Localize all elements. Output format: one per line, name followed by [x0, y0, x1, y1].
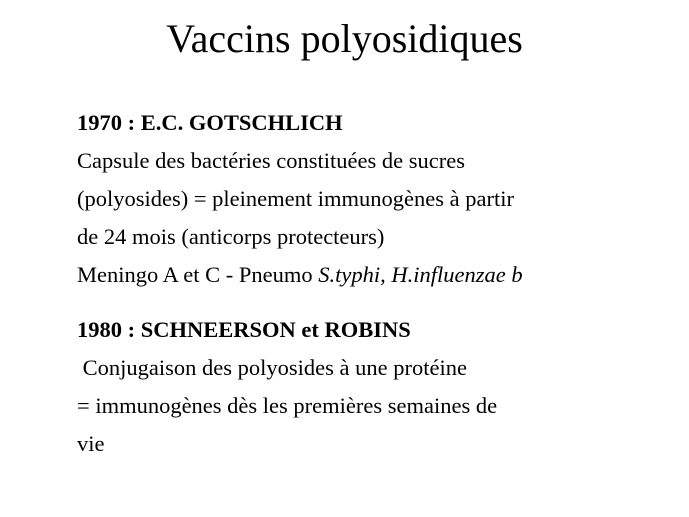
section-1-line-2: (polyosides) = pleinement immunogènes à partir	[77, 186, 514, 211]
section-2-line-3: vie	[77, 431, 105, 456]
section-1-line-4-italic: S.typhi, H.influenzae b	[318, 262, 523, 287]
section-1980-heading-1970: 1970 : E.C. GOTSCHLICH	[77, 110, 343, 135]
section-1-line-4	[77, 261, 523, 289]
section-2-heading: 1980 : SCHNEERSON et ROBINS	[77, 317, 411, 342]
section-2-line-1: Conjugaison des polyosides à une protéine	[77, 355, 467, 380]
section-1-line-3: de 24 mois (anticorps protecteurs)	[77, 224, 385, 249]
slide-title: Vaccins polyosidiques	[166, 16, 523, 61]
section-1-line-1: Capsule des bactéries constituées de sucres	[77, 148, 465, 173]
section-1-line-4-prefix: Meningo A et C - Pneumo	[77, 262, 319, 287]
section-2-line-2: = immunogènes dès les premières semaines de	[77, 393, 498, 418]
